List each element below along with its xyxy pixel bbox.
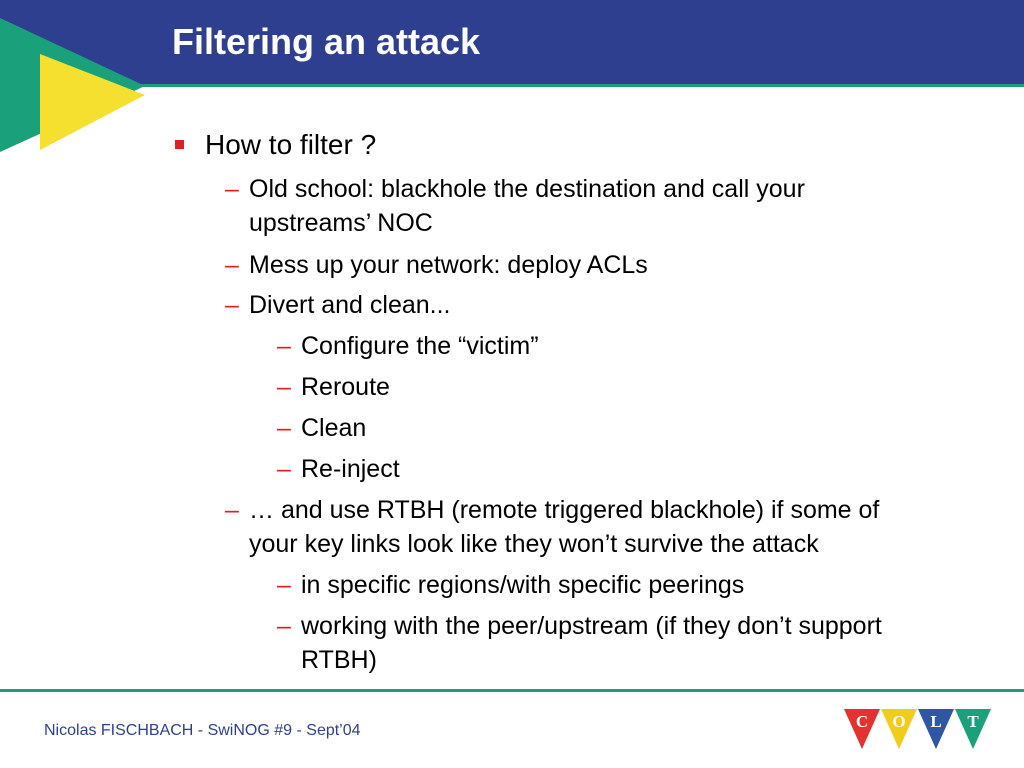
dash-5: – xyxy=(277,332,291,360)
slide-title: Filtering an attack xyxy=(172,21,481,62)
bullet-8: Re-inject xyxy=(301,455,400,483)
dash-1: – xyxy=(225,175,239,203)
dash-9: – xyxy=(225,496,239,524)
bullet-9-continued: your key links look like they won’t survive the attack xyxy=(249,530,819,558)
dash-4: – xyxy=(225,291,239,319)
dash-12: – xyxy=(277,612,291,640)
bullet-1: Old school: blackhole the destination and call your xyxy=(249,175,805,203)
bullet-11: in specific regions/with specific peerings xyxy=(301,571,745,599)
bullet-7: Clean xyxy=(301,414,367,442)
dash-3: – xyxy=(225,251,239,279)
dash-6: – xyxy=(277,373,291,401)
logo-t-letter: T xyxy=(967,712,979,731)
logo-o-letter: O xyxy=(892,712,906,731)
bullet-4: Divert and clean... xyxy=(249,291,451,319)
bullet-3: Mess up your network: deploy ACLs xyxy=(249,251,648,279)
colt-logo xyxy=(842,706,994,752)
bullet-1-continued: upstreams’ NOC xyxy=(249,209,433,237)
dash-11: – xyxy=(277,571,291,599)
logo-l-letter: L xyxy=(930,712,942,731)
logo-c-flag xyxy=(844,709,880,749)
logo-c-letter: C xyxy=(855,712,869,731)
logo-o-flag xyxy=(881,709,917,749)
bullet-9: … and use RTBH (remote triggered blackhole) if some of xyxy=(249,496,880,524)
logo-t-flag xyxy=(955,709,991,749)
bullet-square-0 xyxy=(175,140,184,149)
footer-rule xyxy=(0,689,1024,692)
footer-text: Nicolas FISCHBACH - SwiNOG #9 - Sept’04 xyxy=(44,722,361,739)
bullet-6: Reroute xyxy=(301,373,390,401)
dash-8: – xyxy=(277,455,291,483)
dash-7: – xyxy=(277,414,291,442)
logo-l-flag xyxy=(918,709,954,749)
bullet-5: Configure the “victim” xyxy=(301,332,539,360)
bullet-0: How to filter ? xyxy=(205,129,377,160)
bullet-12-continued: RTBH) xyxy=(301,646,377,674)
bullet-12: working with the peer/upstream (if they don’t support xyxy=(301,612,882,640)
